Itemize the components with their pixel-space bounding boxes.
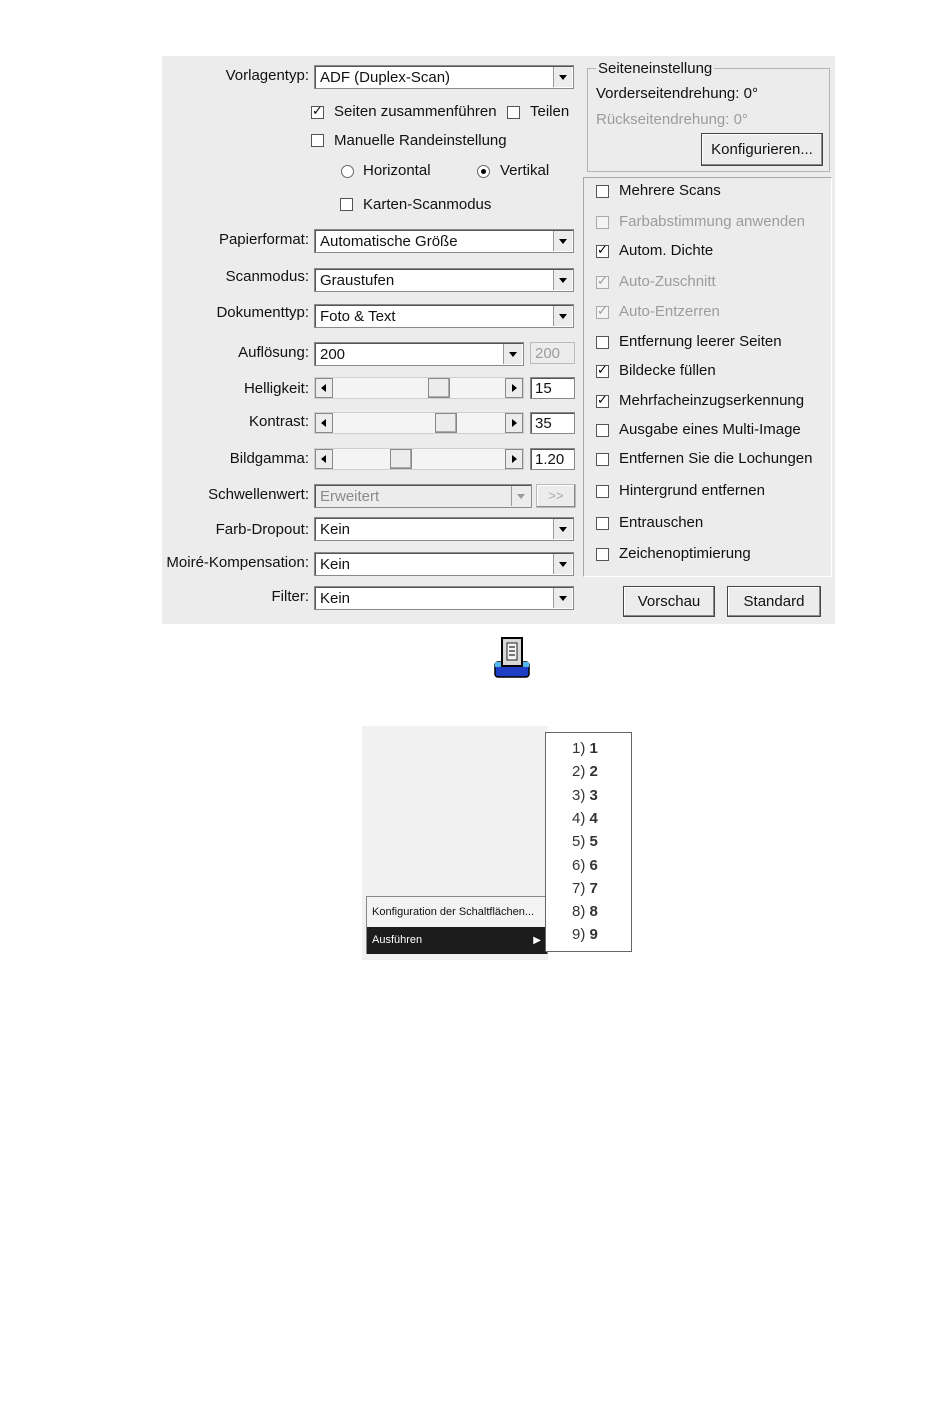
menu-item-konfiguration[interactable]: Konfiguration der Schaltflächen... (372, 906, 535, 918)
farbdropout-value: Kein (320, 521, 351, 538)
scanner-icon[interactable] (494, 636, 530, 678)
seiten-zusammenfuehren-label: Seiten zusammenführen (334, 103, 497, 120)
option-checkbox (596, 216, 609, 229)
farbdropout-select[interactable] (314, 517, 574, 541)
submenu-item-number: 7) (572, 879, 586, 897)
kontrast-slider[interactable] (314, 412, 524, 434)
standard-button[interactable]: Standard (727, 586, 821, 617)
karten-scanmodus-label: Karten-Scanmodus (363, 196, 492, 213)
chevron-down-icon[interactable] (553, 231, 572, 251)
dokumenttyp-value: Foto & Text (320, 308, 396, 325)
slider-thumb[interactable] (435, 413, 457, 433)
aufloesung-value: 200 (320, 346, 346, 363)
karten-scanmodus-checkbox[interactable] (340, 198, 353, 211)
filter-label: Filter: (271, 588, 309, 605)
option-checkbox[interactable] (596, 185, 609, 198)
slider-left-arrow-icon[interactable] (315, 449, 333, 469)
chevron-down-icon[interactable] (553, 554, 572, 574)
submenu-item-number: 8) (572, 903, 586, 921)
option-label: Zeichenoptimierung (619, 545, 751, 562)
filter-select[interactable] (314, 586, 574, 610)
chevron-down-icon[interactable] (553, 67, 572, 87)
option-label: Mehrere Scans (619, 182, 721, 199)
submenu-item-value: 3 (589, 786, 598, 804)
option-checkbox[interactable] (596, 517, 609, 530)
submenu-item-number: 6) (572, 856, 586, 874)
chevron-down-icon (511, 486, 530, 506)
submenu-arrow-icon: ▶ (533, 935, 541, 946)
option-checkbox[interactable] (596, 336, 609, 349)
teilen-checkbox[interactable] (507, 106, 520, 119)
papierformat-select[interactable] (314, 229, 574, 253)
option-label: Auto-Zuschnitt (619, 273, 716, 290)
submenu-item-number: 5) (572, 833, 586, 851)
schwellenwert-more-button: >> (536, 484, 576, 508)
kontrast-value-field[interactable]: 35 (530, 412, 575, 434)
option-label: Entfernen Sie die Lochungen (619, 450, 813, 467)
submenu-item[interactable] (572, 857, 598, 874)
dokumenttyp-label: Dokumenttyp: (216, 304, 309, 321)
option-checkbox[interactable] (596, 453, 609, 466)
bildgamma-slider[interactable] (314, 448, 524, 470)
moire-value: Kein (320, 556, 351, 573)
horizontal-radio[interactable] (341, 165, 354, 178)
ausfuehren-submenu (545, 732, 632, 952)
slider-thumb[interactable] (428, 378, 450, 398)
vorlagentyp-select[interactable] (314, 65, 574, 89)
chevron-down-icon[interactable] (503, 344, 522, 364)
option-label: Ausgabe eines Multi-Image (619, 421, 801, 438)
option-label: Entfernung leerer Seiten (619, 333, 782, 350)
submenu-item-value: 2 (589, 763, 598, 781)
tray-context-menu (362, 726, 634, 962)
option-label: Bildecke füllen (619, 362, 716, 379)
moire-select[interactable] (314, 552, 574, 576)
chevron-down-icon[interactable] (553, 519, 572, 539)
vorlagentyp-value: ADF (Duplex-Scan) (320, 69, 451, 86)
slider-right-arrow-icon[interactable] (505, 449, 523, 469)
submenu-item[interactable] (572, 787, 598, 804)
vertikal-radio[interactable] (477, 165, 490, 178)
option-checkbox[interactable] (596, 395, 609, 408)
slider-left-arrow-icon[interactable] (315, 413, 333, 433)
seiteneinstellung-title: Seiteneinstellung (598, 60, 713, 77)
submenu-item-value: 7 (589, 879, 598, 897)
submenu-item[interactable] (572, 763, 598, 780)
helligkeit-slider[interactable] (314, 377, 524, 399)
aufloesung-label: Auflösung: (238, 344, 309, 361)
submenu-item-number: 2) (572, 763, 586, 781)
submenu-item-value: 6 (589, 856, 598, 874)
option-checkbox[interactable] (596, 245, 609, 258)
submenu-item[interactable] (572, 880, 598, 897)
horizontal-label: Horizontal (363, 162, 431, 179)
option-checkbox[interactable] (596, 485, 609, 498)
option-label: Auto-Entzerren (619, 303, 720, 320)
dokumenttyp-select[interactable] (314, 304, 574, 328)
vorderseitendrehung-text: Vorderseitendrehung: 0° (596, 85, 758, 102)
aufloesung-custom-field: 200 (530, 342, 575, 364)
helligkeit-value-field[interactable]: 15 (530, 377, 575, 399)
scanmodus-select[interactable] (314, 268, 574, 292)
seiten-zusammenfuehren-checkbox[interactable] (311, 106, 324, 119)
submenu-item-value: 4 (589, 809, 598, 827)
option-label: Entrauschen (619, 514, 704, 531)
schwellenwert-label: Schwellenwert: (208, 486, 309, 503)
scan-settings-dialog (162, 56, 835, 624)
submenu-item[interactable] (572, 810, 598, 827)
papierformat-label: Papierformat: (218, 231, 309, 248)
submenu-item-number: 1) (572, 740, 586, 757)
option-label: Mehrfacheinzugserkennung (619, 392, 805, 409)
vorlagentyp-label: Vorlagentyp: (225, 67, 309, 84)
papierformat-value: Automatische Größe (320, 233, 458, 250)
scanmodus-label: Scanmodus: (225, 268, 309, 285)
option-checkbox[interactable] (596, 365, 609, 378)
option-checkbox (596, 276, 609, 289)
helligkeit-label: Helligkeit: (243, 380, 309, 397)
option-checkbox[interactable] (596, 424, 609, 437)
slider-right-arrow-icon[interactable] (505, 413, 523, 433)
bildgamma-value-field[interactable]: 1.20 (530, 448, 575, 470)
manuelle-randeinstellung-label: Manuelle Randeinstellung (334, 132, 507, 149)
rueckseitendrehung-text: Rückseitendrehung: 0° (596, 111, 748, 128)
option-checkbox (596, 306, 609, 319)
filter-value: Kein (320, 590, 351, 607)
submenu-item-value: 8 (589, 903, 598, 921)
moire-label: Moiré-Kompensation: (166, 554, 309, 571)
manuelle-randeinstellung-checkbox[interactable] (311, 134, 324, 147)
farbdropout-label: Farb-Dropout: (215, 521, 309, 538)
submenu-item-value: 1 (589, 740, 598, 757)
bildgamma-label: Bildgamma: (229, 450, 309, 467)
submenu-item[interactable] (572, 903, 598, 920)
slider-thumb[interactable] (390, 449, 412, 469)
submenu-item-value: 9 (589, 926, 598, 944)
teilen-label: Teilen (530, 103, 570, 120)
kontrast-label: Kontrast: (248, 413, 309, 430)
slider-left-arrow-icon[interactable] (315, 378, 333, 398)
vorschau-button[interactable]: Vorschau (623, 586, 715, 617)
konfigurieren-button[interactable]: Konfigurieren... (701, 133, 823, 166)
submenu-item-number: 9) (572, 926, 586, 944)
option-label: Autom. Dichte (619, 242, 714, 259)
option-label: Farbabstimmung anwenden (619, 213, 805, 230)
slider-right-arrow-icon[interactable] (505, 378, 523, 398)
schwellenwert-select (314, 484, 532, 508)
option-checkbox[interactable] (596, 548, 609, 561)
schwellenwert-value: Erweitert (320, 488, 380, 505)
submenu-item[interactable] (572, 926, 598, 943)
main-menu (366, 896, 548, 954)
chevron-down-icon[interactable] (553, 588, 572, 608)
submenu-item-value: 5 (589, 833, 598, 851)
menu-item-ausfuehren[interactable] (367, 927, 547, 954)
chevron-down-icon[interactable] (553, 270, 572, 290)
vertikal-label: Vertikal (500, 162, 550, 179)
chevron-down-icon[interactable] (553, 306, 572, 326)
scanmodus-value: Graustufen (320, 272, 395, 289)
submenu-item[interactable] (572, 740, 598, 757)
menu-item-ausfuehren-label: Ausführen (372, 934, 423, 946)
aufloesung-select[interactable] (314, 342, 524, 366)
submenu-item-number: 4) (572, 809, 586, 827)
submenu-item-number: 3) (572, 786, 586, 804)
option-label: Hintergrund entfernen (619, 482, 765, 499)
submenu-item[interactable] (572, 833, 598, 850)
